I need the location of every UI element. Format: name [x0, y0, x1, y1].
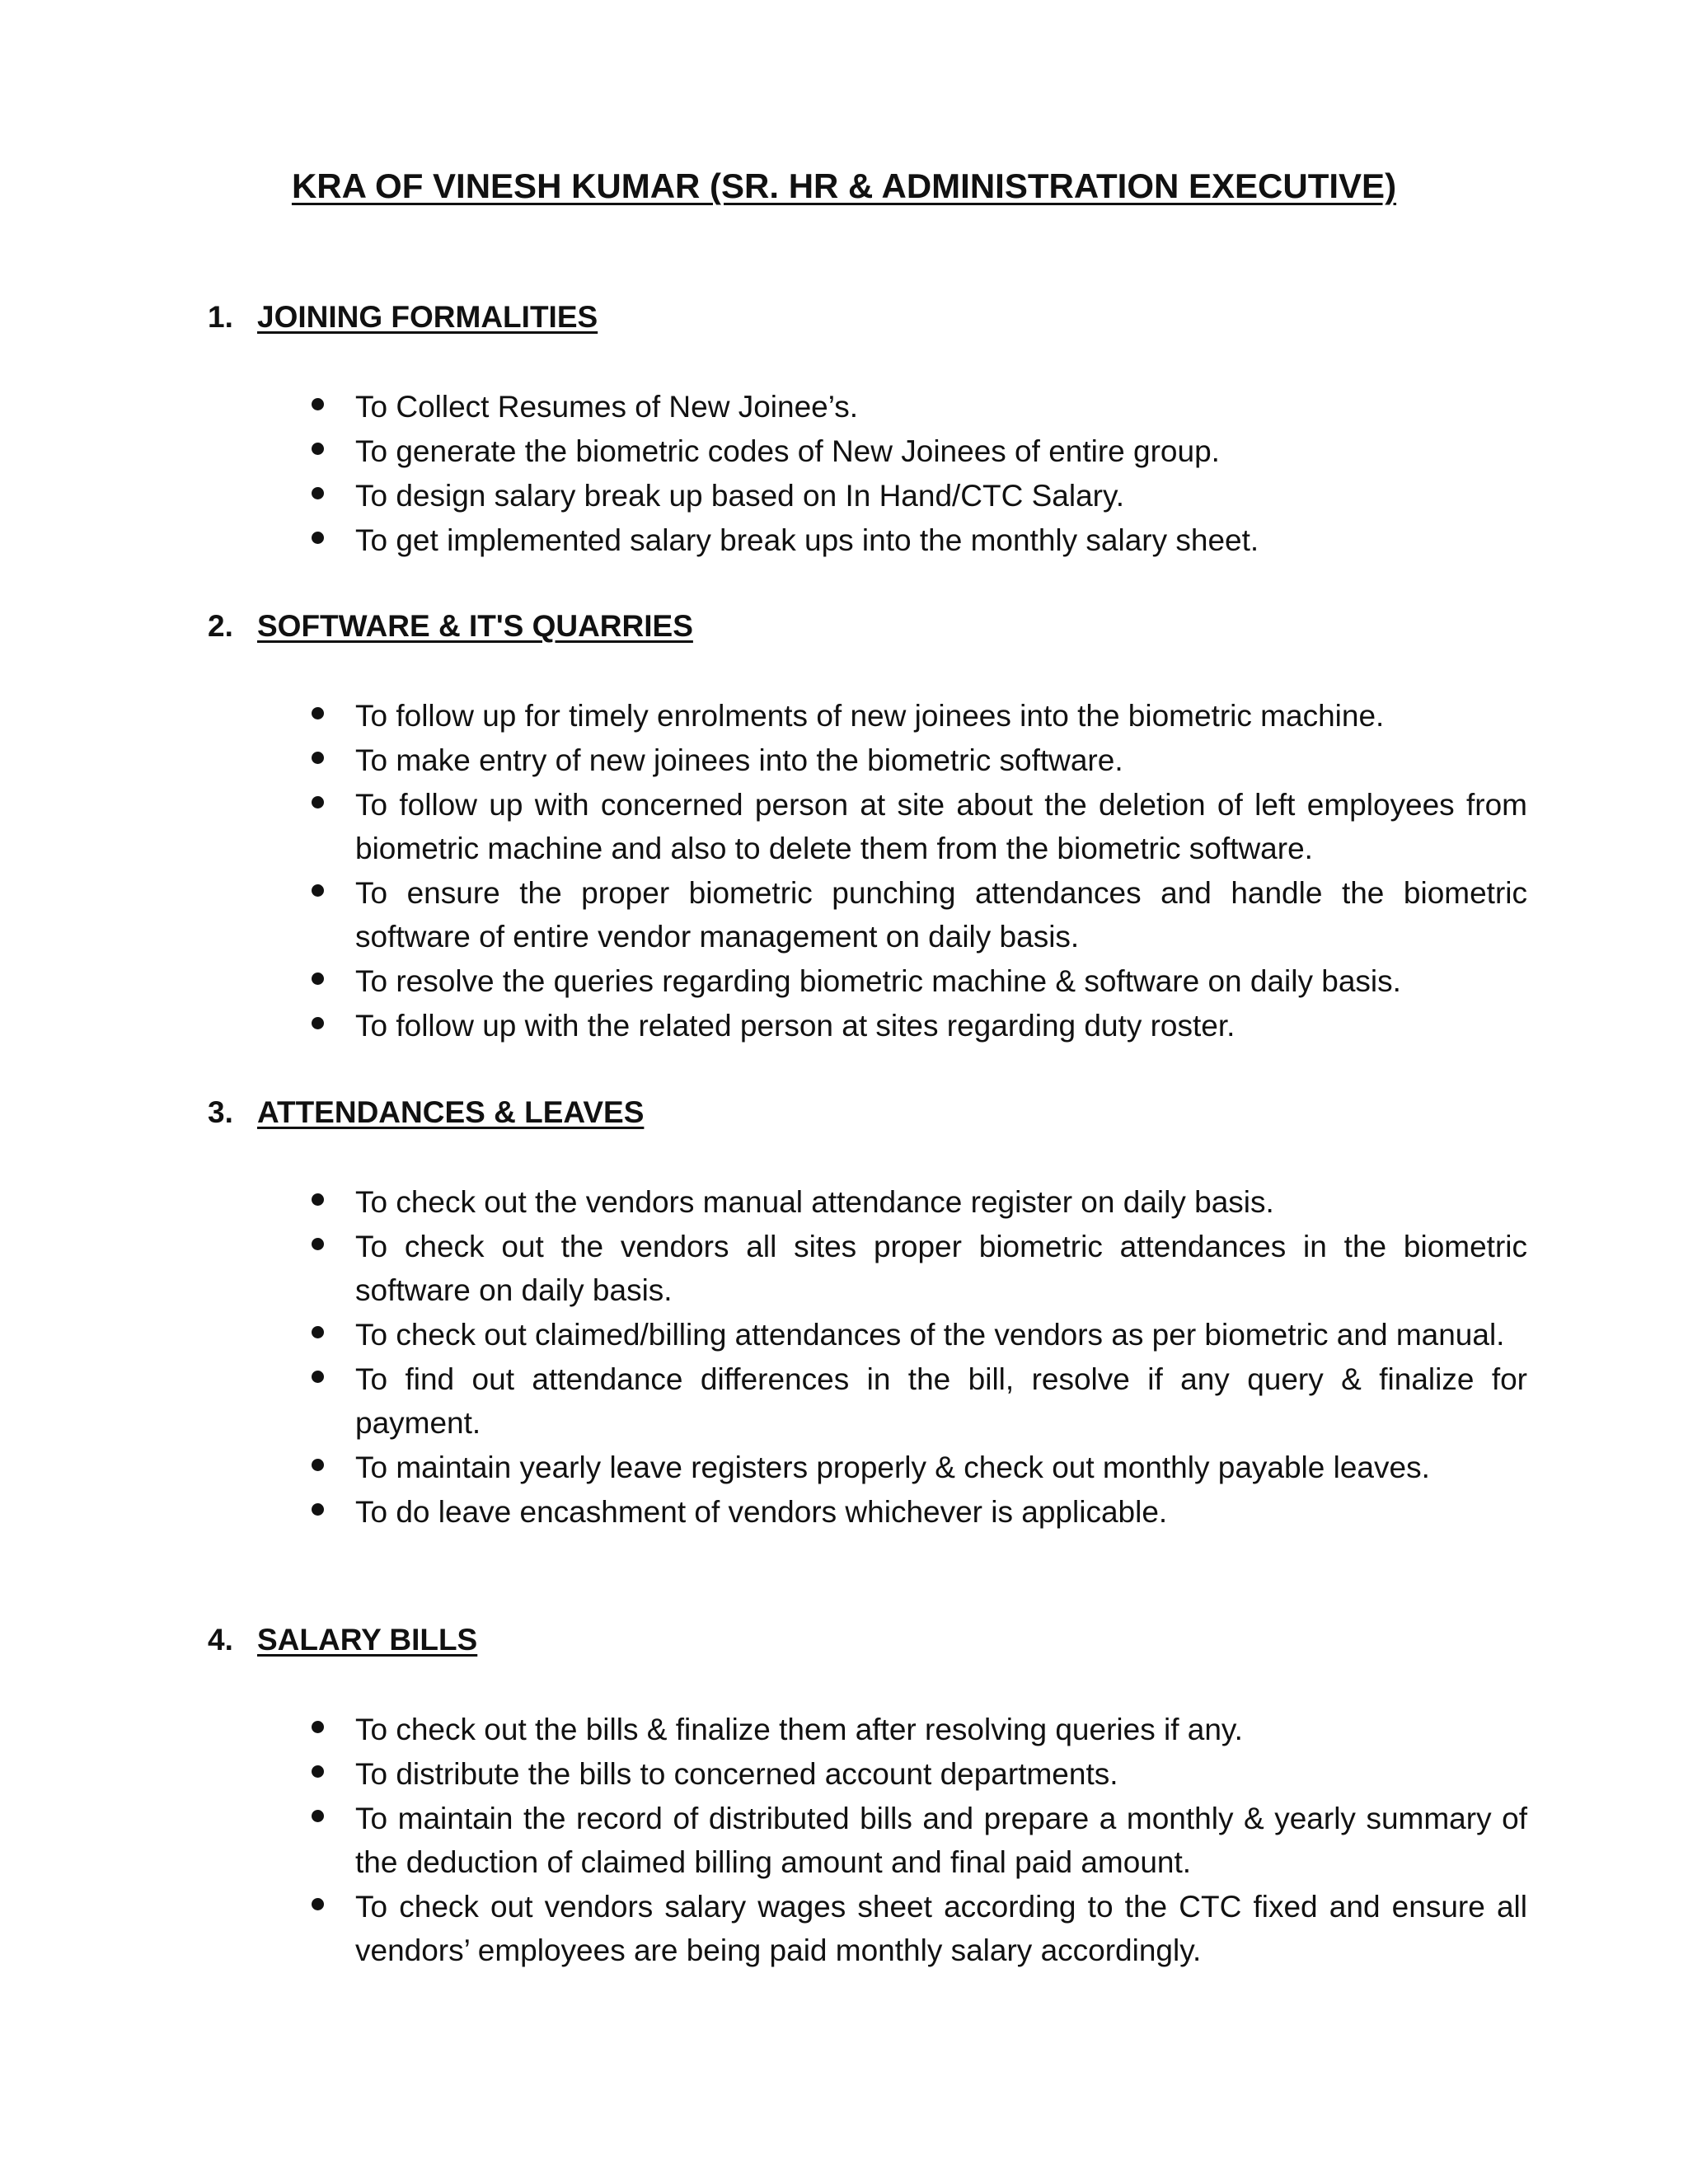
list-item [0, 1446, 1688, 1489]
bullet-list [0, 694, 1688, 1048]
list-item [0, 518, 1688, 562]
list-item [0, 783, 1688, 870]
section-heading [208, 1619, 477, 1661]
list-item-text: To check out claimed/billing attendances of the vendors as per biometric and manual. [355, 1318, 1505, 1352]
list-item [0, 1708, 1688, 1751]
list-item [0, 1885, 1688, 1972]
bullet-icon [312, 1810, 324, 1822]
list-item-text: To generate the biometric codes of New Joinees of entire group. [355, 434, 1220, 468]
list-item-text: To distribute the bills to concerned account departments. [355, 1757, 1118, 1791]
bullet-icon [312, 1898, 324, 1910]
list-item [0, 1490, 1688, 1534]
bullet-list [0, 1180, 1688, 1535]
list-item-text: To follow up for timely enrolments of new joinees into the biometric machine. [355, 699, 1385, 733]
bullet-icon [312, 1765, 324, 1778]
section-heading [208, 606, 693, 647]
list-item [0, 694, 1688, 738]
bullet-icon [312, 398, 324, 410]
list-item [0, 1225, 1688, 1312]
list-item-text: To do leave encashment of vendors whichever is applicable. [355, 1495, 1168, 1529]
bullet-list [0, 1708, 1688, 1973]
bullet-icon [312, 443, 324, 455]
list-item [0, 429, 1688, 473]
bullet-list [0, 385, 1688, 563]
list-item-text: To follow up with concerned person at site about the deletion of left employees from biometric machine and also to delete them from the biometric software. [355, 788, 1527, 865]
list-item [0, 738, 1688, 782]
section-number: 4. [208, 1623, 233, 1657]
list-item [0, 1004, 1688, 1047]
list-item [0, 474, 1688, 518]
list-item-text: To check out the vendors manual attendance register on daily basis. [355, 1185, 1274, 1219]
list-item [0, 1357, 1688, 1445]
bullet-icon [312, 796, 324, 808]
bullet-icon [312, 1193, 324, 1206]
bullet-icon [312, 972, 324, 985]
section-title: SOFTWARE & IT'S QUARRIES [257, 609, 693, 643]
section-heading [208, 297, 598, 338]
section-title: SALARY BILLS [257, 1623, 478, 1657]
section-number: 2. [208, 609, 233, 643]
list-item-text: To check out the vendors all sites proper biometric attendances in the biometric software on daily basis. [355, 1230, 1527, 1307]
list-item [0, 385, 1688, 429]
bullet-icon [312, 1503, 324, 1516]
bullet-icon [312, 884, 324, 897]
list-item-text: To follow up with the related person at sites regarding duty roster. [355, 1009, 1236, 1043]
bullet-icon [312, 1326, 324, 1338]
bullet-icon [312, 707, 324, 719]
section-title: JOINING FORMALITIES [257, 300, 598, 334]
list-item-text: To design salary break up based on In Hand/CTC Salary. [355, 479, 1125, 513]
bullet-icon [312, 752, 324, 764]
section-title: ATTENDANCES & LEAVES [257, 1095, 645, 1129]
bullet-icon [312, 1721, 324, 1733]
list-item-text: To get implemented salary break ups into the monthly salary sheet. [355, 523, 1259, 557]
list-item [0, 1180, 1688, 1224]
section-heading [208, 1092, 644, 1133]
bullet-icon [312, 1371, 324, 1383]
list-item-text: To find out attendance differences in the bill, resolve if any query & finalize for payment. [355, 1362, 1527, 1440]
section-number: 1. [208, 300, 233, 334]
bullet-icon [312, 1459, 324, 1471]
section-number: 3. [208, 1095, 233, 1129]
list-item-text: To resolve the queries regarding biometric machine & software on daily basis. [355, 964, 1401, 998]
page-title: KRA OF VINESH KUMAR (SR. HR & ADMINISTRATION EXECUTIVE) [291, 166, 1397, 205]
list-item [0, 871, 1688, 958]
bullet-icon [312, 1238, 324, 1250]
bullet-icon [312, 532, 324, 544]
list-item-text: To maintain the record of distributed bills and prepare a monthly & yearly summary of the deduction of claimed billing amount and final paid amount. [355, 1802, 1527, 1879]
list-item-text: To check out vendors salary wages sheet according to the CTC fixed and ensure all vendors’ employees are being paid monthly salary accordingly. [355, 1890, 1527, 1967]
list-item-text: To make entry of new joinees into the biometric software. [355, 743, 1123, 777]
list-item-text: To Collect Resumes of New Joinee’s. [355, 390, 859, 424]
list-item-text: To check out the bills & finalize them after resolving queries if any. [355, 1713, 1243, 1746]
list-item [0, 1797, 1688, 1884]
list-item [0, 1752, 1688, 1796]
list-item [0, 959, 1688, 1003]
bullet-icon [312, 487, 324, 499]
list-item-text: To maintain yearly leave registers properly & check out monthly payable leaves. [355, 1451, 1430, 1484]
bullet-icon [312, 1017, 324, 1029]
list-item [0, 1313, 1688, 1357]
list-item-text: To ensure the proper biometric punching attendances and handle the biometric software of entire vendor management on daily basis. [355, 876, 1527, 954]
